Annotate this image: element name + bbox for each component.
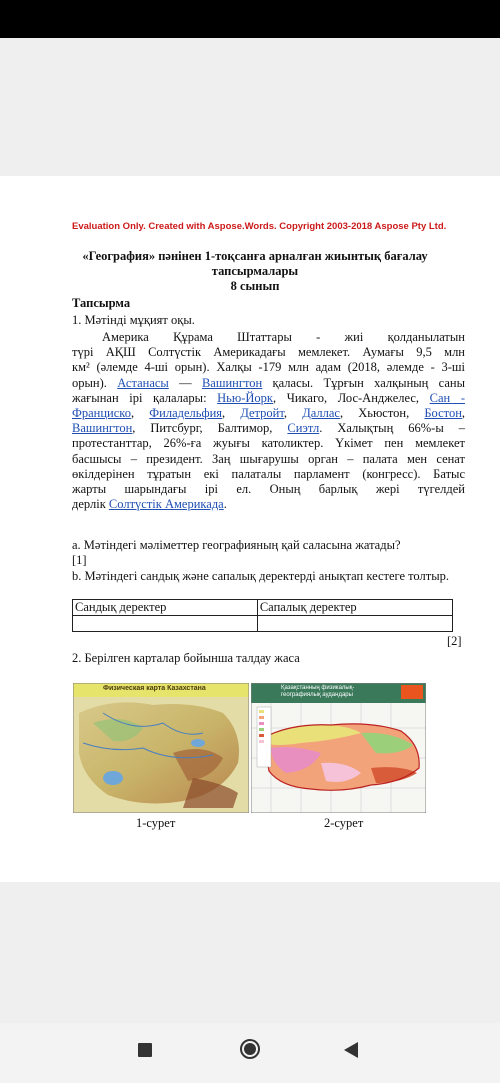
text-line: түрі АҚШ Солтүстік Америкадағы мемлекет. Аумағы 9,5 млн: [72, 345, 465, 360]
text-line: жарты шарындағы ірі ел. Оның барлық жері түгелдей: [72, 481, 465, 496]
question-b: b. Мәтіндегі сандық және сапалық деректерді анықтап кестеге толтыр.: [72, 569, 449, 583]
link-francisco[interactable]: Франциско: [72, 405, 131, 420]
data-table: [72, 599, 453, 632]
reading-text: [72, 330, 465, 512]
regions-map-graphic: [251, 683, 426, 813]
title-line-1: «География» пәнінен 1-тоқсанға арналған жиынтық бағалау: [82, 249, 428, 263]
recent-apps-icon[interactable]: [138, 1043, 152, 1057]
link-washington-2[interactable]: Вашингтон: [72, 421, 133, 436]
link-north-america[interactable]: Солтүстік Америкада: [108, 497, 224, 512]
table-header-quantitative: Сандық деректер: [73, 600, 258, 616]
physical-map-graphic: [73, 683, 249, 813]
question-a: a. Мәтіндегі мәліметтер географияның қай саласына жатады?: [72, 538, 401, 552]
task-2-heading: 2. Берілген карталар бойынша талдау жаса: [72, 651, 300, 665]
title-line-3: 8 сынып: [230, 279, 280, 293]
link-seattle[interactable]: Сиэтл: [287, 421, 320, 436]
table-cell-empty[interactable]: [257, 616, 452, 632]
back-icon[interactable]: [344, 1042, 358, 1058]
link-san-francisco[interactable]: Сан -: [429, 390, 465, 405]
link-dallas[interactable]: Даллас: [302, 405, 340, 420]
map1-title: Физическая карта Казахстана: [103, 685, 206, 692]
text-line: Франциско, Филадельфия, Детройт, Даллас, Хьюстон, Бостон,: [72, 405, 466, 420]
physical-map-image: [73, 683, 249, 813]
text-line: басшысы – президент. Заң шығарушы орган – палата мен сенат: [72, 451, 465, 466]
title-line-2: тапсырмалары: [211, 264, 299, 278]
question-b-score: [2]: [447, 634, 462, 648]
section-heading: Тапсырма: [72, 296, 131, 310]
regions-map-image: [251, 683, 426, 813]
task-1-heading: 1. Мәтінді мұқият оқы.: [72, 313, 195, 327]
table-cell-empty[interactable]: [73, 616, 258, 632]
link-boston[interactable]: Бостон: [424, 405, 462, 420]
caption-2: 2-сурет: [324, 816, 364, 830]
text-line: км² (әлемде 4-ші орын). Халқы -179 млн адам (2018, әлемде - 3-ші: [72, 360, 465, 375]
text-line: жағынан ірі қалалары: Нью-Йорк, Чикаго, Лос-Анджелес, Сан -: [72, 390, 465, 405]
caption-1: 1-сурет: [136, 816, 176, 830]
text-line: дерлік Солтүстік Америкада.: [72, 497, 227, 512]
link-washington[interactable]: Вашингтон: [201, 375, 263, 390]
home-icon[interactable]: [240, 1039, 260, 1059]
link-detroit[interactable]: Детройт: [240, 405, 284, 420]
text-line: протестанттар, 26%-ға жуығы католиктер. Үкімет пен мемлекет: [72, 436, 465, 451]
navigation-bar: [0, 1023, 500, 1083]
text-line: өкілдерінен тұратын екі палаталы парламент (конгресс). Батыс: [72, 466, 465, 481]
text-line: Вашингтон, Питсбург, Балтимор, Сиэтл. Халықтың 66%-ы –: [72, 421, 465, 436]
question-a-score: [1]: [72, 553, 87, 567]
evaluation-watermark: Evaluation Only. Created with Aspose.Words. Copyright 2003-2018 Aspose Pty Ltd.: [72, 221, 447, 232]
link-philadelphia[interactable]: Филадельфия: [149, 405, 223, 420]
status-bar: [0, 0, 500, 38]
link-astana[interactable]: Астанасы: [117, 375, 169, 390]
link-new-york[interactable]: Нью-Йорк: [217, 390, 273, 405]
map2-title: Қазақстанның физикалық-географиялық аудандары: [281, 685, 355, 698]
text-line: Америка Құрама Штаттары - жиі қолданылатын: [102, 330, 465, 344]
table-header-qualitative: Сапалық деректер: [257, 600, 452, 616]
text-line: орын). Астанасы — Вашингтон қаласы. Тұрғын халқының саны: [72, 375, 465, 390]
